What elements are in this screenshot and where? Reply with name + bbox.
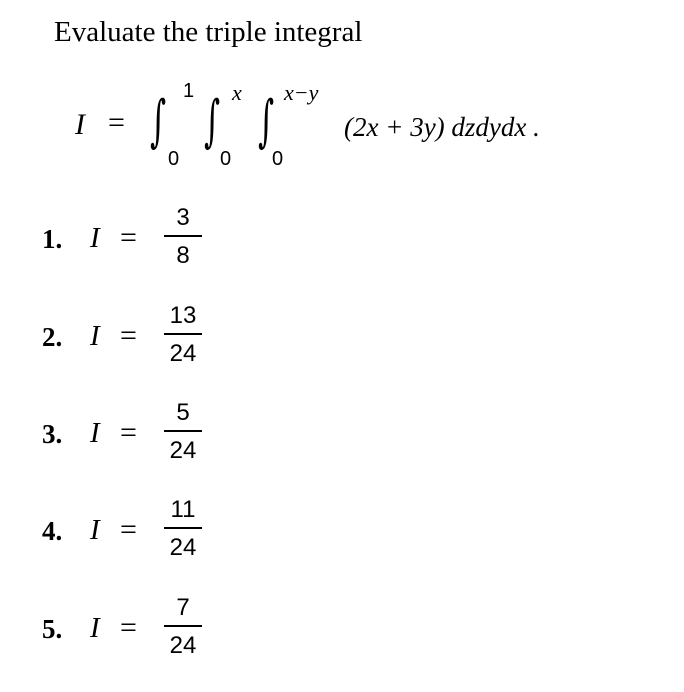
fraction-bar bbox=[164, 430, 202, 432]
option-lhs: I bbox=[90, 612, 100, 644]
option-fraction bbox=[160, 203, 206, 270]
option-equals: = bbox=[120, 513, 137, 546]
integral-sign-middle: ∫ bbox=[204, 89, 221, 154]
option-number: 3. bbox=[42, 419, 63, 449]
fraction-denominator: 8 bbox=[176, 242, 190, 269]
lower-limit-inner: 0 bbox=[272, 148, 284, 170]
upper-limit-outer: 1 bbox=[183, 80, 195, 102]
upper-limit-inner: x−y bbox=[284, 80, 319, 105]
fraction-numerator: 5 bbox=[176, 399, 190, 426]
option-fraction bbox=[160, 398, 206, 465]
option-fraction bbox=[160, 301, 206, 368]
fraction-denominator: 24 bbox=[169, 437, 197, 464]
integral-sign-inner: ∫ bbox=[258, 89, 275, 154]
integral-lhs: I bbox=[75, 108, 85, 141]
option-number: 1. bbox=[42, 224, 63, 254]
upper-limit-middle: x bbox=[232, 80, 242, 105]
answer-option-5[interactable] bbox=[42, 593, 242, 663]
lower-limit-outer: 0 bbox=[168, 148, 180, 170]
option-fraction bbox=[160, 593, 206, 660]
fraction-numerator: 3 bbox=[176, 204, 190, 231]
option-equals: = bbox=[120, 611, 137, 644]
option-equals: = bbox=[120, 416, 137, 449]
option-lhs: I bbox=[90, 320, 100, 352]
fraction-bar bbox=[164, 333, 202, 335]
fraction-denominator: 24 bbox=[169, 534, 197, 561]
integral-sign-outer: ∫ bbox=[150, 89, 167, 154]
fraction-denominator: 24 bbox=[169, 340, 197, 367]
option-number: 4. bbox=[42, 516, 63, 546]
answer-option-1[interactable] bbox=[42, 203, 242, 273]
option-number: 2. bbox=[42, 322, 63, 352]
fraction-numerator: 7 bbox=[176, 594, 190, 621]
fraction-bar bbox=[164, 527, 202, 529]
fraction-bar bbox=[164, 625, 202, 627]
answer-option-4[interactable] bbox=[42, 495, 242, 565]
integrand: (2x + 3y) dzdydx . bbox=[344, 112, 540, 142]
lower-limit-middle: 0 bbox=[220, 148, 232, 170]
option-equals: = bbox=[120, 221, 137, 254]
question-prompt: Evaluate the triple integral bbox=[54, 16, 363, 48]
option-lhs: I bbox=[90, 514, 100, 546]
option-number: 5. bbox=[42, 614, 63, 644]
option-lhs: I bbox=[90, 417, 100, 449]
integral-equals: = bbox=[108, 106, 125, 139]
answer-option-2[interactable] bbox=[42, 301, 242, 371]
fraction-denominator: 24 bbox=[169, 632, 197, 659]
fraction-numerator: 11 bbox=[170, 496, 196, 523]
option-equals: = bbox=[120, 319, 137, 352]
option-lhs: I bbox=[90, 222, 100, 254]
option-fraction bbox=[160, 495, 206, 562]
answer-option-3[interactable] bbox=[42, 398, 242, 468]
fraction-bar bbox=[164, 235, 202, 237]
fraction-numerator: 13 bbox=[169, 302, 197, 329]
